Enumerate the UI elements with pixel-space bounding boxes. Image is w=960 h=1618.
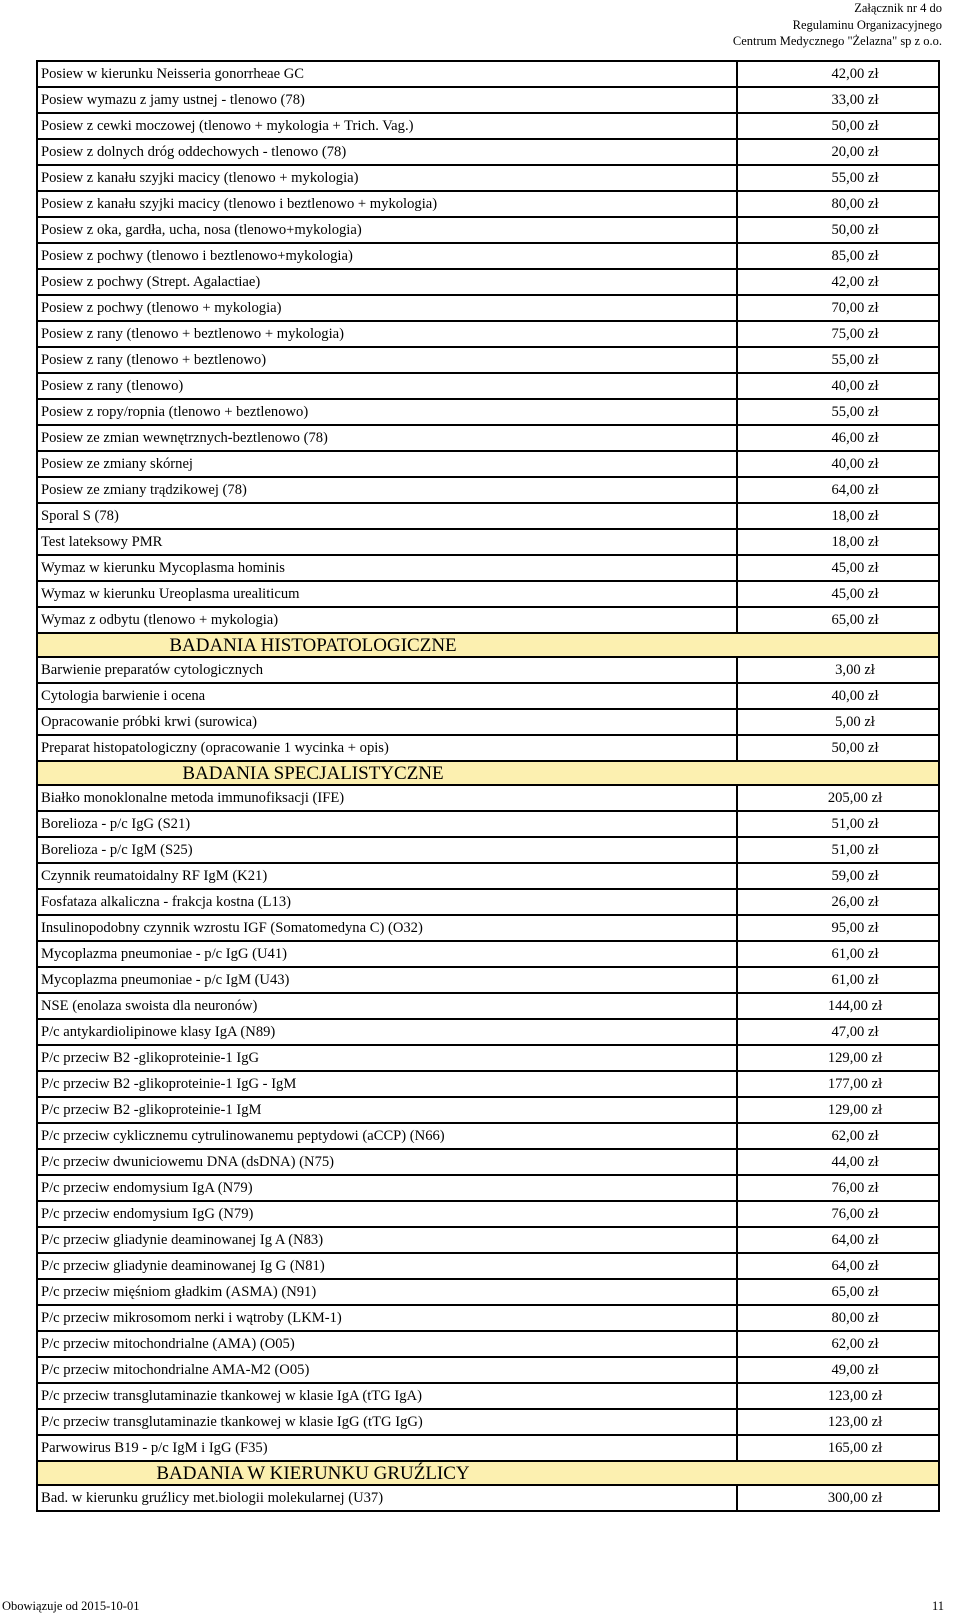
test-name: P/c przeciw transglutaminazie tkankowej w klasie IgA (tTG IgA)	[37, 1383, 737, 1409]
table-row	[37, 683, 939, 709]
table-row	[37, 477, 939, 503]
table-row	[37, 1331, 939, 1357]
test-price: 64,00 zł	[737, 1227, 939, 1253]
table-row	[37, 555, 939, 581]
test-price: 76,00 zł	[737, 1175, 939, 1201]
table-row	[37, 735, 939, 761]
test-price: 47,00 zł	[737, 1019, 939, 1045]
table-row	[37, 657, 939, 683]
test-name: P/c przeciw mitochondrialne AMA-M2 (O05)	[37, 1357, 737, 1383]
test-name: Posiew z kanału szyjki macicy (tlenowo + mykologia)	[37, 165, 737, 191]
test-price: 44,00 zł	[737, 1149, 939, 1175]
test-price: 80,00 zł	[737, 1305, 939, 1331]
table-row	[37, 1045, 939, 1071]
table-row	[37, 1279, 939, 1305]
table-row	[37, 1485, 939, 1511]
test-name: Posiew w kierunku Neisseria gonorrheae GC	[37, 61, 737, 87]
test-name: P/c przeciw B2 -glikoproteinie-1 IgG - IgM	[37, 1071, 737, 1097]
test-price: 85,00 zł	[737, 243, 939, 269]
table-row	[37, 581, 939, 607]
section-title: BADANIA SPECJALISTYCZNE	[182, 762, 444, 784]
test-name: Sporal S (78)	[37, 503, 737, 529]
test-price: 50,00 zł	[737, 217, 939, 243]
table-row	[37, 709, 939, 735]
table-row	[37, 269, 939, 295]
price-list-table	[36, 60, 940, 1512]
table-row	[37, 295, 939, 321]
section-header-row	[37, 1461, 939, 1485]
test-name: P/c przeciw B2 -glikoproteinie-1 IgM	[37, 1097, 737, 1123]
test-price: 51,00 zł	[737, 837, 939, 863]
test-price: 18,00 zł	[737, 503, 939, 529]
table-row	[37, 425, 939, 451]
test-price: 55,00 zł	[737, 165, 939, 191]
test-price: 5,00 zł	[737, 709, 939, 735]
test-price: 50,00 zł	[737, 735, 939, 761]
test-name: Posiew z cewki moczowej (tlenowo + mykologia + Trich. Vag.)	[37, 113, 737, 139]
test-name: NSE (enolaza swoista dla neuronów)	[37, 993, 737, 1019]
table-row	[37, 191, 939, 217]
test-name: Posiew ze zmiany trądzikowej (78)	[37, 477, 737, 503]
test-name: Białko monoklonalne metoda immunofiksacji (IFE)	[37, 785, 737, 811]
table-row	[37, 1305, 939, 1331]
table-row	[37, 1123, 939, 1149]
table-row	[37, 1201, 939, 1227]
test-price: 33,00 zł	[737, 87, 939, 113]
test-name: Posiew z rany (tlenowo + beztlenowo + mykologia)	[37, 321, 737, 347]
test-name: Mycoplazma pneumoniae - p/c IgG (U41)	[37, 941, 737, 967]
test-price: 64,00 zł	[737, 1253, 939, 1279]
table-row	[37, 529, 939, 555]
table-row	[37, 785, 939, 811]
test-price: 76,00 zł	[737, 1201, 939, 1227]
header-company: Centrum Medycznego "Żelazna" sp z o.o.	[732, 34, 942, 48]
table-row	[37, 811, 939, 837]
test-price: 40,00 zł	[737, 451, 939, 477]
table-row	[37, 451, 939, 477]
table-row	[37, 373, 939, 399]
test-price: 51,00 zł	[737, 811, 939, 837]
test-name: Wymaz w kierunku Mycoplasma hominis	[37, 555, 737, 581]
table-row	[37, 503, 939, 529]
test-name: Posiew z rany (tlenowo)	[37, 373, 737, 399]
test-name: Posiew z pochwy (tlenowo i beztlenowo+mykologia)	[37, 243, 737, 269]
test-name: P/c przeciw endomysium IgA (N79)	[37, 1175, 737, 1201]
test-name: Posiew z kanału szyjki macicy (tlenowo i beztlenowo + mykologia)	[37, 191, 737, 217]
table-row	[37, 607, 939, 633]
table-row	[37, 217, 939, 243]
table-row	[37, 993, 939, 1019]
test-price: 123,00 zł	[737, 1409, 939, 1435]
table-row	[37, 1383, 939, 1409]
table-row	[37, 139, 939, 165]
section-header-cell	[37, 761, 939, 785]
section-header-cell	[37, 1461, 939, 1485]
table-row	[37, 87, 939, 113]
test-price: 129,00 zł	[737, 1045, 939, 1071]
table-row	[37, 1227, 939, 1253]
table-row	[37, 61, 939, 87]
test-price: 300,00 zł	[737, 1485, 939, 1511]
table-row	[37, 1357, 939, 1383]
test-name: Wymaz z odbytu (tlenowo + mykologia)	[37, 607, 737, 633]
table-row	[37, 321, 939, 347]
test-price: 61,00 zł	[737, 941, 939, 967]
test-price: 55,00 zł	[737, 347, 939, 373]
table-row	[37, 1149, 939, 1175]
section-header-row	[37, 761, 939, 785]
table-row	[37, 837, 939, 863]
test-name: P/c przeciw gliadynie deaminowanej Ig G (N81)	[37, 1253, 737, 1279]
test-price: 80,00 zł	[737, 191, 939, 217]
test-name: Posiew z pochwy (tlenowo + mykologia)	[37, 295, 737, 321]
table-row	[37, 1409, 939, 1435]
test-price: 64,00 zł	[737, 477, 939, 503]
table-row	[37, 243, 939, 269]
test-name: P/c przeciw cyklicznemu cytrulinowanemu peptydowi (aCCP) (N66)	[37, 1123, 737, 1149]
test-price: 95,00 zł	[737, 915, 939, 941]
test-price: 45,00 zł	[737, 555, 939, 581]
header-attachment: Załącznik nr 4 do	[854, 1, 942, 15]
test-price: 62,00 zł	[737, 1331, 939, 1357]
test-name: Borelioza - p/c IgM (S25)	[37, 837, 737, 863]
table-row	[37, 347, 939, 373]
test-name: Posiew z pochwy (Strept. Agalactiae)	[37, 269, 737, 295]
test-name: P/c przeciw B2 -glikoproteinie-1 IgG	[37, 1045, 737, 1071]
test-name: Posiew z ropy/ropnia (tlenowo + beztlenowo)	[37, 399, 737, 425]
test-price: 62,00 zł	[737, 1123, 939, 1149]
section-header-cell	[37, 633, 939, 657]
test-name: Insulinopodobny czynnik wzrostu IGF (Somatomedyna C) (O32)	[37, 915, 737, 941]
test-price: 49,00 zł	[737, 1357, 939, 1383]
test-name: Fosfataza alkaliczna - frakcja kostna (L13)	[37, 889, 737, 915]
table-row	[37, 967, 939, 993]
table-row	[37, 1175, 939, 1201]
test-price: 65,00 zł	[737, 1279, 939, 1305]
test-name: Czynnik reumatoidalny RF IgM (K21)	[37, 863, 737, 889]
table-row	[37, 399, 939, 425]
test-name: P/c przeciw mikrosomom nerki i wątroby (LKM-1)	[37, 1305, 737, 1331]
table-row	[37, 165, 939, 191]
document-header	[642, 0, 942, 50]
section-title: BADANIA W KIERUNKU GRUŹLICY	[156, 1462, 470, 1484]
test-price: 61,00 zł	[737, 967, 939, 993]
test-price: 129,00 zł	[737, 1097, 939, 1123]
test-name: P/c przeciw mięśniom gładkim (ASMA) (N91)	[37, 1279, 737, 1305]
test-name: Opracowanie próbki krwi (surowica)	[37, 709, 737, 735]
table-row	[37, 889, 939, 915]
test-price: 205,00 zł	[737, 785, 939, 811]
test-name: Wymaz w kierunku Ureoplasma urealiticum	[37, 581, 737, 607]
test-price: 59,00 zł	[737, 863, 939, 889]
table-row	[37, 113, 939, 139]
table-row	[37, 1435, 939, 1461]
section-title: BADANIA HISTOPATOLOGICZNE	[169, 634, 457, 656]
test-price: 20,00 zł	[737, 139, 939, 165]
test-price: 45,00 zł	[737, 581, 939, 607]
table-row	[37, 915, 939, 941]
test-price: 177,00 zł	[737, 1071, 939, 1097]
table-row	[37, 941, 939, 967]
test-price: 42,00 zł	[737, 269, 939, 295]
test-name: P/c przeciw transglutaminazie tkankowej w klasie IgG (tTG IgG)	[37, 1409, 737, 1435]
test-name: Posiew ze zmiany skórnej	[37, 451, 737, 477]
test-price: 18,00 zł	[737, 529, 939, 555]
table-row	[37, 1019, 939, 1045]
test-name: Parwowirus B19 - p/c IgM i IgG (F35)	[37, 1435, 737, 1461]
test-price: 55,00 zł	[737, 399, 939, 425]
test-price: 40,00 zł	[737, 683, 939, 709]
test-price: 40,00 zł	[737, 373, 939, 399]
test-price: 65,00 zł	[737, 607, 939, 633]
test-name: P/c przeciw mitochondrialne (AMA) (O05)	[37, 1331, 737, 1357]
test-price: 75,00 zł	[737, 321, 939, 347]
test-price: 46,00 zł	[737, 425, 939, 451]
test-name: Borelioza - p/c IgG (S21)	[37, 811, 737, 837]
test-price: 26,00 zł	[737, 889, 939, 915]
header-regulation: Regulaminu Organizacyjnego	[792, 17, 942, 32]
effective-date: Obowiązuje od 2015-10-01	[2, 1599, 140, 1613]
table-row	[37, 1097, 939, 1123]
table-row	[37, 1253, 939, 1279]
test-price: 123,00 zł	[737, 1383, 939, 1409]
test-name: P/c przeciw dwuniciowemu DNA (dsDNA) (N75)	[37, 1149, 737, 1175]
test-name: Barwienie preparatów cytologicznych	[37, 657, 737, 683]
test-name: Mycoplazma pneumoniae - p/c IgM (U43)	[37, 967, 737, 993]
test-price: 70,00 zł	[737, 295, 939, 321]
page-number: 11	[931, 1599, 944, 1613]
test-name: Posiew z dolnych dróg oddechowych - tlenowo (78)	[37, 139, 737, 165]
test-name: Cytologia barwienie i ocena	[37, 683, 737, 709]
test-name: Posiew ze zmian wewnętrznych-beztlenowo (78)	[37, 425, 737, 451]
test-name: Posiew wymazu z jamy ustnej - tlenowo (78)	[37, 87, 737, 113]
test-name: P/c przeciw endomysium IgG (N79)	[37, 1201, 737, 1227]
test-price: 42,00 zł	[737, 61, 939, 87]
test-name: P/c przeciw gliadynie deaminowanej Ig A (N83)	[37, 1227, 737, 1253]
test-price: 165,00 zł	[737, 1435, 939, 1461]
test-price: 3,00 zł	[737, 657, 939, 683]
test-name: Preparat histopatologiczny (opracowanie 1 wycinka + opis)	[37, 735, 737, 761]
test-name: Test lateksowy PMR	[37, 529, 737, 555]
test-name: Posiew z rany (tlenowo + beztlenowo)	[37, 347, 737, 373]
section-header-row	[37, 633, 939, 657]
test-price: 50,00 zł	[737, 113, 939, 139]
test-price: 144,00 zł	[737, 993, 939, 1019]
test-name: P/c antykardiolipinowe klasy IgA (N89)	[37, 1019, 737, 1045]
table-row	[37, 863, 939, 889]
table-row	[37, 1071, 939, 1097]
test-name: Bad. w kierunku gruźlicy met.biologii molekularnej (U37)	[37, 1485, 737, 1511]
test-name: Posiew z oka, gardła, ucha, nosa (tlenowo+mykologia)	[37, 217, 737, 243]
